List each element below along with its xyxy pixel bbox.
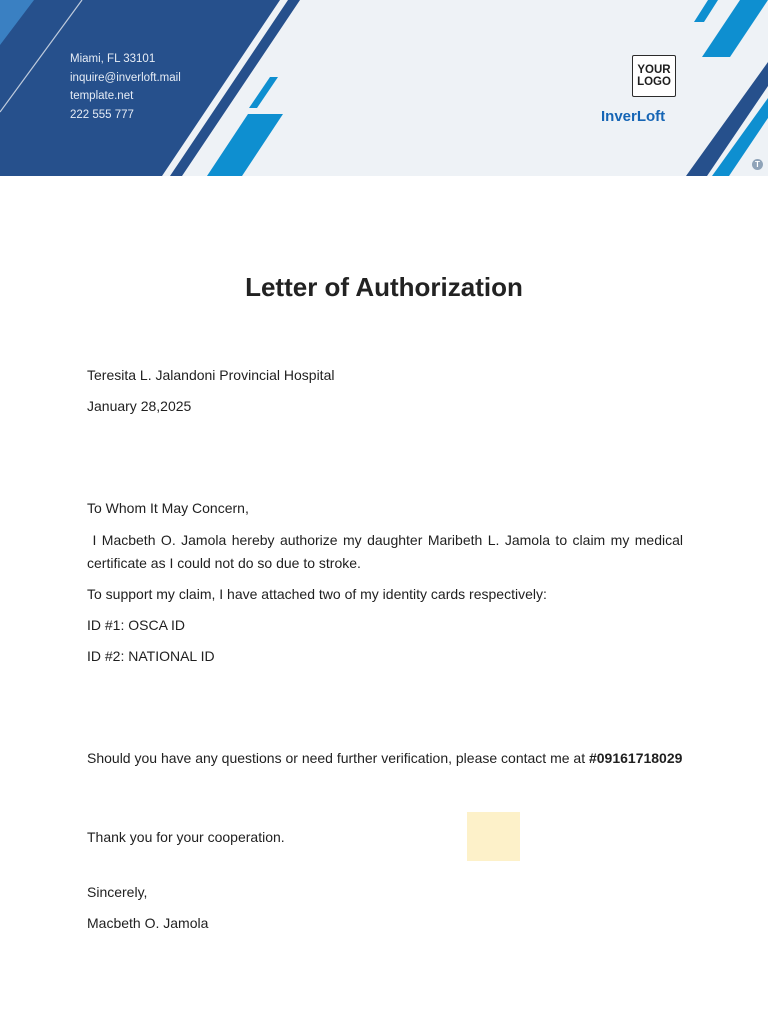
website: template.net xyxy=(70,90,134,102)
contact-paragraph xyxy=(87,747,683,770)
body-paragraph-1: I Macbeth O. Jamola hereby authorize my daughter Maribeth L. Jamola to claim my medical certificate as I could not do so due to stroke. xyxy=(87,532,687,571)
salutation: To Whom It May Concern, xyxy=(87,500,249,516)
brand-name: InverLoft xyxy=(601,108,666,125)
phone: 222 555 777 xyxy=(70,108,134,121)
signature-name: Macbeth O. Jamola xyxy=(87,915,209,931)
letterhead xyxy=(0,0,768,176)
thanks-line: Thank you for your cooperation. xyxy=(87,829,285,845)
recipient: Teresita L. Jalandoni Provincial Hospital xyxy=(87,367,335,383)
contact-number: #09161718029 xyxy=(588,750,683,766)
address: Miami, FL 33101 xyxy=(70,53,156,65)
template-badge-icon: T xyxy=(752,159,763,170)
contact-line: Should you have any questions or need further verification, please contact me at xyxy=(87,750,586,766)
document-title: Letter of Authorization xyxy=(245,272,523,302)
logo-line-1: YOUR xyxy=(637,64,671,76)
body-paragraph-2: To support my claim, I have attached two of my identity cards respectively: xyxy=(87,586,547,602)
id-item-1: ID #1: OSCA ID xyxy=(87,617,186,633)
id-item-2: ID #2: NATIONAL ID xyxy=(87,648,215,664)
closing: Sincerely, xyxy=(87,884,148,900)
email: inquire@inverloft.mail xyxy=(70,71,181,84)
sticky-note xyxy=(467,812,520,861)
letter-date: January 28,2025 xyxy=(87,398,192,414)
logo-line-2: LOGO xyxy=(637,76,671,88)
logo-placeholder xyxy=(632,55,676,97)
contact-block xyxy=(70,50,181,124)
